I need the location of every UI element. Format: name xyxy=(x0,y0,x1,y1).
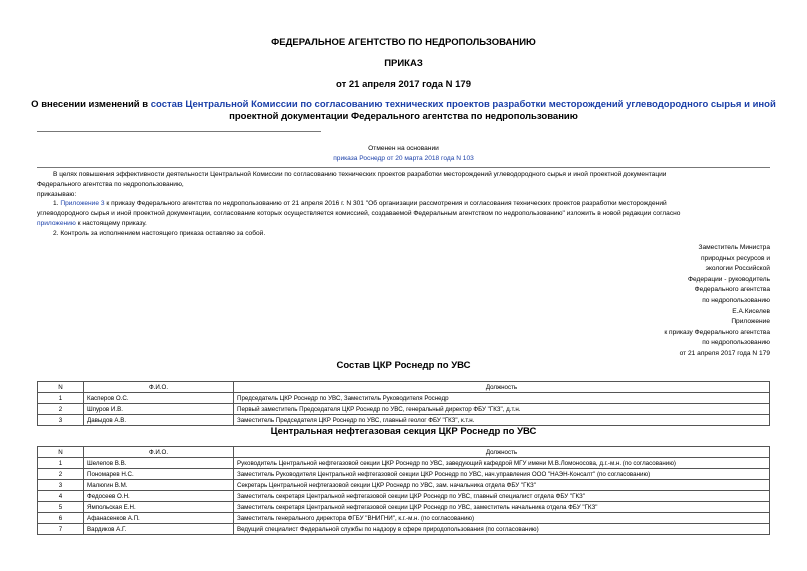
row-number: 4 xyxy=(38,491,84,502)
member-name: Давыдов А.В. xyxy=(84,415,234,426)
member-position: Заместитель секретаря Центральной нефтегазовой секции ЦКР Роснедр по УВС, главный специалист отдела ФБУ "ГКЗ" xyxy=(234,491,770,502)
preamble-paragraph xyxy=(37,170,770,239)
table-row xyxy=(38,469,770,480)
member-position: Заместитель секретаря Центральной нефтегазовой секции ЦКР Роснедр по УВС, заместитель начальника отдела ФБУ "ГКЗ" xyxy=(234,502,770,513)
appendix-line: по недропользованию xyxy=(702,339,770,347)
row-number: 2 xyxy=(38,404,84,415)
title-prefix: О внесении изменений в xyxy=(31,99,151,110)
agency-name: ФЕДЕРАЛЬНОЕ АГЕНТСТВО ПО НЕДРОПОЛЬЗОВАНИЮ xyxy=(271,37,536,48)
table2-heading: Центральная нефтегазовая секция ЦКР Роснедр по УВС xyxy=(270,426,537,437)
member-name: Ямпольская Е.Н. xyxy=(84,502,234,513)
title-link[interactable]: состав Центральной Комиссии по согласованию технических проектов разработки месторождений углеводородного сырья и иной xyxy=(150,99,776,110)
table-row xyxy=(38,502,770,513)
column-header: N xyxy=(38,382,84,393)
signature-line: экологии Российской xyxy=(705,265,770,273)
member-position: Первый заместитель Председателя ЦКР Роснедр по УВС, генеральный директор ФБУ "ГКЗ", д.т.н. xyxy=(234,404,770,415)
cancel-note-label: Отменен на основании xyxy=(368,145,439,152)
signature-block xyxy=(620,243,770,360)
signature-line: Федерации - руководитель xyxy=(687,275,770,283)
member-position: Заместитель Руководителя Центральной нефтегазовой секции ЦКР Роснедр по УВС, нач.управления ООО "НАЭН-Консалт" (по согласованию) xyxy=(234,469,770,480)
column-header: Должность xyxy=(234,382,770,393)
appendix-line: от 21 апреля 2017 года N 179 xyxy=(679,349,770,357)
item1-text-b: углеводородного сырья и иной проектной документации, согласование которых осуществляется комиссией, создаваемой Федеральным агентством по недропользованию" изложить в новой редакции согласно xyxy=(37,210,681,218)
table-row xyxy=(38,458,770,469)
members-table xyxy=(37,381,770,426)
signature-name: Е.А.Киселев xyxy=(732,307,770,315)
item1-number: 1. xyxy=(53,200,61,208)
row-number: 7 xyxy=(38,524,84,535)
member-name: Шпуров И.В. xyxy=(84,404,234,415)
appendix-line: к приказу Федерального агентства xyxy=(664,328,770,336)
row-number: 1 xyxy=(38,393,84,404)
preamble-line2: Федерального агентства по недропользованию, xyxy=(37,180,184,188)
column-header: N xyxy=(38,447,84,458)
document-date-number: от 21 апреля 2017 года N 179 xyxy=(336,79,471,90)
row-number: 1 xyxy=(38,458,84,469)
signature-line: по недропользованию xyxy=(702,296,770,304)
column-header: Ф.И.О. xyxy=(84,447,234,458)
table-row xyxy=(38,404,770,415)
item1-link[interactable]: Приложение 3 xyxy=(60,200,105,208)
member-position: Ведущий специалист Федеральной службы по надзору в сфере природопользования (по согласованию) xyxy=(234,524,770,535)
member-position: Председатель ЦКР Роснедр по УВС, Заместитель Руководителя Роснедр xyxy=(234,393,770,404)
order-word: приказываю: xyxy=(37,190,77,198)
cancel-note-link[interactable]: приказа Роснедр от 20 марта 2018 года N 103 xyxy=(333,155,474,162)
table-row xyxy=(38,524,770,535)
row-number: 6 xyxy=(38,513,84,524)
preamble-line1: В целях повышения эффективности деятельности Центральной Комиссии по согласованию технических проектов разработки месторождений углеводородного сырья и иной проектной документации xyxy=(53,171,667,178)
document-type: ПРИКАЗ xyxy=(384,58,423,69)
table-row xyxy=(38,513,770,524)
item1-text-c: к настоящему приказу. xyxy=(75,219,147,227)
document-title xyxy=(0,99,807,123)
title-line2: проектной документации Федерального агентства по недропользованию xyxy=(229,111,578,122)
item2-text: 2. Контроль за исполнением настоящего приказа оставляю за собой. xyxy=(53,229,266,237)
divider xyxy=(37,167,770,168)
appendix-line: Приложение xyxy=(731,318,770,326)
signature-line: природных ресурсов и xyxy=(700,254,770,262)
member-name: Малюгин В.М. xyxy=(84,480,234,491)
row-number: 2 xyxy=(38,469,84,480)
signature-line: Заместитель Министра xyxy=(698,244,770,251)
member-name: Шелепов В.В. xyxy=(84,458,234,469)
table-row xyxy=(38,393,770,404)
table-header-row xyxy=(38,382,770,393)
item1-text-a: к приказу Федерального агентства по недропользованию от 21 апреля 2016 г. N 301 "Об организации рассмотрения и согласования технических проектов разработки месторождений xyxy=(104,200,667,208)
column-header: Должность xyxy=(234,447,770,458)
divider xyxy=(37,131,321,132)
member-position: Заместитель генерального директора ФГБУ "ВНИГНИ", к.г.-м.н. (по согласованию) xyxy=(234,513,770,524)
item1-appendix-link[interactable]: приложению xyxy=(37,219,76,227)
member-position: Секретарь Центральной нефтегазовой секции ЦКР Роснедр по УВС, зам. начальника отдела ФБУ "ГКЗ" xyxy=(234,480,770,491)
table-header-row xyxy=(38,447,770,458)
table-row xyxy=(38,491,770,502)
section-table xyxy=(37,446,770,535)
column-header: Ф.И.О. xyxy=(84,382,234,393)
member-name: Касперов О.С. xyxy=(84,393,234,404)
row-number: 3 xyxy=(38,415,84,426)
member-name: Афанасенков А.П. xyxy=(84,513,234,524)
member-name: Вардиков А.Г. xyxy=(84,524,234,535)
row-number: 5 xyxy=(38,502,84,513)
table1-heading: Состав ЦКР Роснедр по УВС xyxy=(336,360,471,371)
table-row xyxy=(38,415,770,426)
table-row xyxy=(38,480,770,491)
member-name: Пономарев Н.С. xyxy=(84,469,234,480)
member-position: Руководитель Центральной нефтегазовой секции ЦКР Роснедр по УВС, заведующий кафедрой МГУ имени М.В.Ломоносова, д.г.-м.н. (по согласованию) xyxy=(234,458,770,469)
row-number: 3 xyxy=(38,480,84,491)
member-name: Федосеев О.Н. xyxy=(84,491,234,502)
member-position: Заместитель Председателя ЦКР Роснедр по УВС, главный геолог ФБУ "ГКЗ", к.т.н. xyxy=(234,415,770,426)
signature-line: Федерального агентства xyxy=(694,286,770,294)
